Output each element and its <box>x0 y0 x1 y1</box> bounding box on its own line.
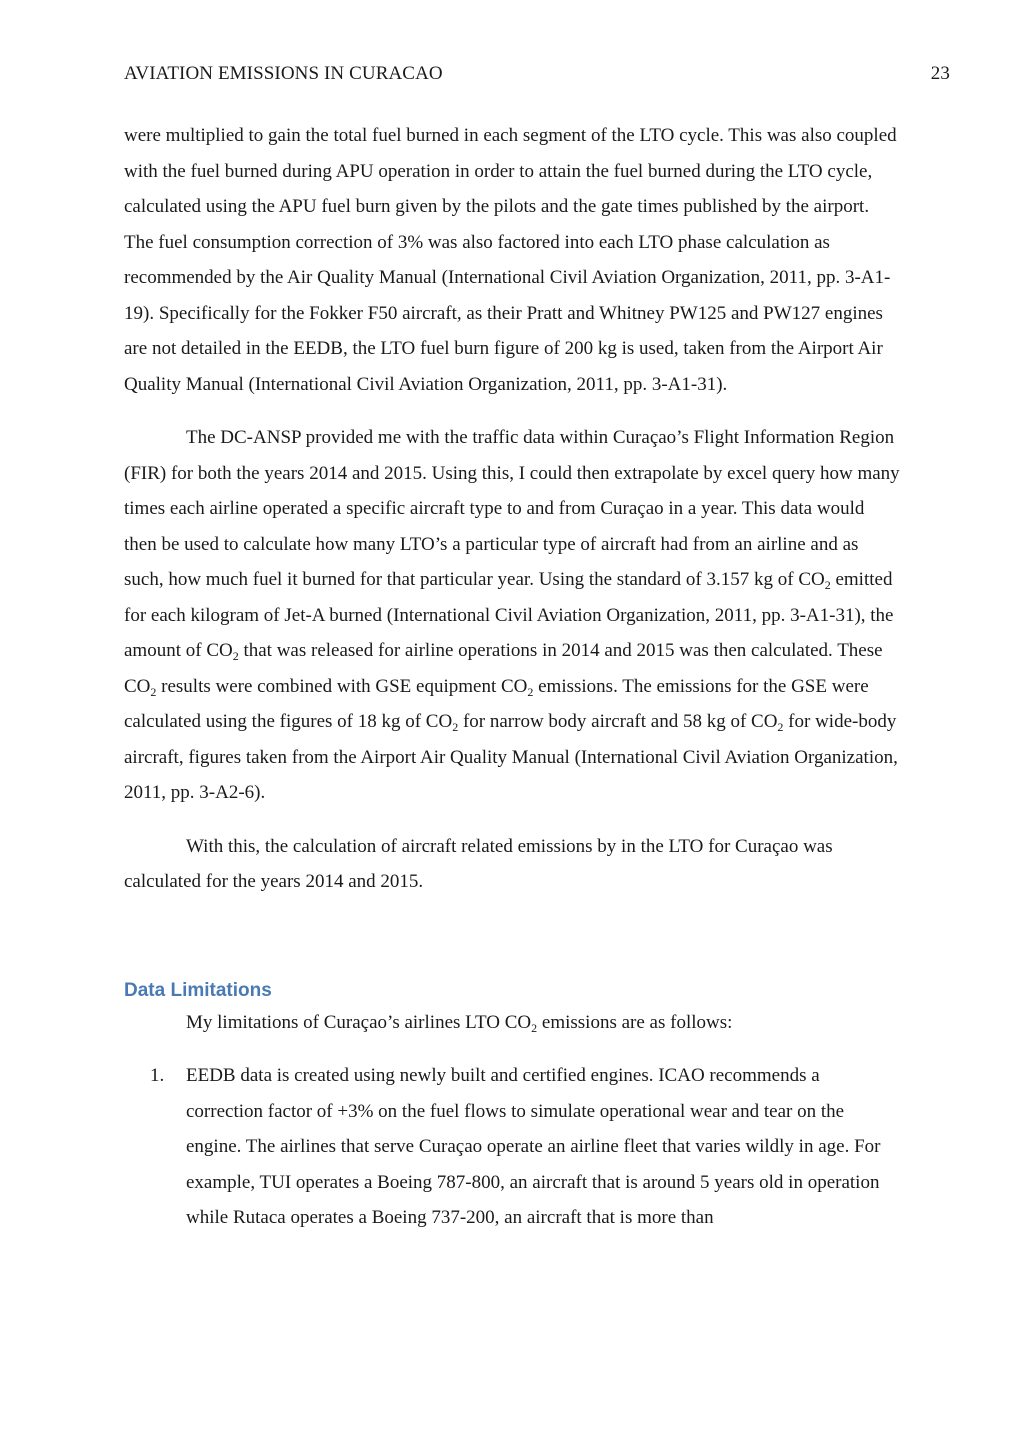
running-header <box>124 62 950 86</box>
section-intro <box>124 1005 900 1041</box>
text-segment: for wide-body aircraft, figures taken from the Airport Air Quality Manual (International Civil Aviation Organization, 2011, pp. 3-A2-6). <box>124 711 898 803</box>
text-segment: that was released for airline operations in 2014 and 2015 was then calculated. These CO <box>124 640 883 697</box>
section-heading-data-limitations: Data Limitations <box>124 979 272 1001</box>
subscript-2: 2 <box>452 720 459 734</box>
paragraph-traffic-data <box>124 420 900 811</box>
text-segment: results were combined with GSE equipment CO <box>156 675 528 697</box>
subscript-2: 2 <box>232 649 239 663</box>
text-segment: for narrow body aircraft and 58 kg of CO <box>458 711 778 732</box>
text-segment: emitted for each kilogram of Jet-A burned (International Civil Aviation Organization, 2011, pp. 3-A1-31), the amount of CO <box>124 569 894 661</box>
list-item-number: 1. <box>150 1065 165 1086</box>
text-segment: emissions. The emissions for the GSE were calculated using the figures of 18 kg of CO <box>124 675 869 732</box>
list-item-text: EEDB data is created using newly built and certified engines. ICAO recommends a correction factor of +3% on the fuel flows to simulate operational wear and tear on the engine. The airlines that serve Curaçao operate an airline fleet that varies wildly in age. For example, TUI operates a Boeing 787-800, an aircraft that is around 5 years old in operation while Rutaca operates a Boeing 737-200, an aircraft that is more than <box>186 1065 881 1228</box>
subscript-2: 2 <box>824 578 831 592</box>
paragraph-conclusion: With this, the calculation of aircraft related emissions by in the LTO for Curaçao was calculated for the years 2014 and 2015. <box>124 835 833 892</box>
paragraph-fuel-calculation: were multiplied to gain the total fuel burned in each segment of the LTO cycle. This was also coupled with the fuel burned during APU operation in order to attain the fuel burned during the LTO cycle, calculated using the APU fuel burn given by the pilots and the gate times published by the airport. The fuel consumption correction of 3% was also factored into each LTO phase calculation as recommended by the Air Quality Manual (International Civil Aviation Organization, 2011, pp. 3-A1-19). Specifically for the Fokker F50 aircraft, as their Pratt and Whitney PW125 and PW127 engines are not detailed in the EEDB, the LTO fuel burn figure of 200 kg is used, taken from the Airport Air Quality Manual (International Civil Aviation Organization, 2011, pp. 3-A1-31). <box>124 125 897 395</box>
running-title: AVIATION EMISSIONS IN CURACAO <box>124 63 443 84</box>
text-segment: emissions are as follows: <box>537 1011 733 1033</box>
subscript-2: 2 <box>777 720 784 734</box>
subscript-2: 2 <box>527 684 534 699</box>
limitations-list <box>124 1058 900 1236</box>
page-body <box>124 118 900 1236</box>
subscript-2: 2 <box>531 1020 538 1035</box>
text-segment: My limitations of Curaçao’s airlines LTO CO <box>186 1011 532 1033</box>
subscript-2: 2 <box>150 684 157 699</box>
text-segment: The DC-ANSP provided me with the traffic data within Curaçao’s Flight Information Region (FIR) for both the years 2014 and 2015. Using this, I could then extrapolate by excel query how many times each airline operated a specific aircraft type to and from Curaçao in a year. This data would then be used to calculate how many LTO’s a particular type of aircraft had from an airline and as such, how much fuel it burned for that particular year. Using the standard of 3.157 kg of CO <box>124 427 900 590</box>
list-item <box>124 1058 900 1236</box>
page-number: 23 <box>930 63 950 84</box>
